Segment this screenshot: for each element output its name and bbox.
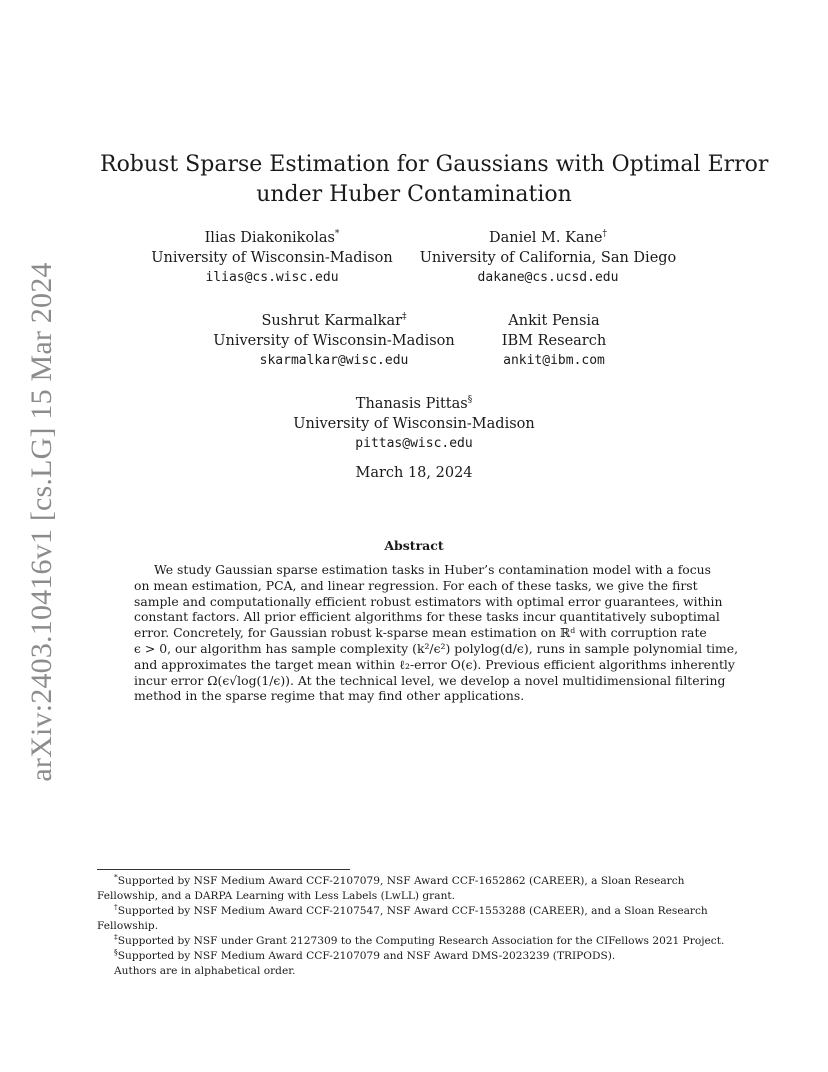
abstract-body — [134, 562, 739, 704]
author-affiliation: University of Wisconsin-Madison — [151, 250, 393, 266]
title-line-2: under Huber Contamination — [256, 182, 572, 207]
abstract-line: error. Concretely, for Gaussian robust k-sparse mean estimation on ℝᵈ with corruption rate — [134, 625, 707, 641]
author-mark: ‡ — [402, 312, 407, 323]
footnote-line: Fellowship, and a DARPA Learning with Less Labels (LwLL) grant. — [97, 890, 456, 902]
footnote-rule — [97, 869, 350, 870]
author-email[interactable]: ankit@ibm.com — [503, 353, 605, 368]
footnote-line: §Supported by NSF Medium Award CCF-2107079 and NSF Award DMS-2023239 (TRIPODS). — [114, 947, 616, 962]
abstract-line: method in the sparse regime that may find other applications. — [134, 688, 525, 704]
footnote-line: *Supported by NSF Medium Award CCF-2107079, NSF Award CCF-1652862 (CAREER), a Sloan Research — [114, 872, 685, 887]
abstract-line: on mean estimation, PCA, and linear regression. For each of these tasks, we give the first — [134, 577, 698, 593]
author-block — [213, 311, 454, 371]
author-email[interactable]: skarmalkar@wisc.edu — [259, 353, 409, 368]
abstract-line: incur error Ω(ϵ√log(1/ϵ)). At the technical level, we develop a novel multidimensional filtering — [134, 672, 726, 688]
footnote-line: ‡Supported by NSF under Grant 2127309 to the Computing Research Association for the CIFellows 2021 Project. — [114, 932, 725, 947]
abstract-line: sample and computationally efficient robust estimators with optimal error guarantees, within — [134, 593, 723, 609]
paper-title — [100, 150, 769, 210]
author-email[interactable]: pittas@wisc.edu — [355, 436, 473, 451]
author-name: Ilias Diakonikolas — [204, 230, 335, 246]
abstract-line: ϵ > 0, our algorithm has sample complexity (k²/ϵ²) polylog(d/ϵ), runs in sample polynomial time, — [134, 640, 739, 656]
author-block — [293, 394, 534, 454]
abstract-line: and approximates the target mean within ℓ₂-error O(ϵ). Previous efficient algorithms inherently — [134, 656, 735, 672]
arxiv-identifier: arXiv:2403.10416v1 [cs.LG] 15 Mar 2024 — [25, 262, 58, 782]
author-name: Thanasis Pittas — [355, 396, 468, 412]
abstract-heading: Abstract — [384, 538, 444, 553]
footnote-mark: * — [114, 872, 118, 882]
abstract-line: constant factors. All prior efficient algorithms for these tasks incur quantitatively suboptimal — [134, 609, 720, 625]
paper-date: March 18, 2024 — [355, 465, 473, 481]
author-block — [151, 228, 392, 288]
author-mark: § — [467, 395, 473, 406]
author-affiliation: University of Wisconsin-Madison — [213, 333, 455, 349]
author-mark: * — [334, 229, 340, 240]
author-affiliation: University of California, San Diego — [419, 250, 677, 266]
author-affiliation: IBM Research — [501, 333, 607, 349]
footnote-mark: † — [114, 902, 118, 912]
footnote-line: Authors are in alphabetical order. — [114, 965, 296, 977]
footnote-mark: ‡ — [114, 932, 118, 942]
author-block — [420, 228, 677, 288]
abstract-line: We study Gaussian sparse estimation tasks in Huber’s contamination model with a focus — [154, 562, 712, 577]
footnotes — [97, 874, 733, 979]
footnote-line: †Supported by NSF Medium Award CCF-2107547, NSF Award CCF-1553288 (CAREER), and a Sloan Research — [114, 902, 708, 917]
footnote-mark: § — [114, 947, 118, 957]
footnote-line: Fellowship. — [97, 920, 159, 932]
title-line-1: Robust Sparse Estimation for Gaussians with Optimal Error — [100, 152, 769, 177]
author-name: Ankit Pensia — [508, 313, 600, 329]
author-mark: † — [602, 229, 608, 240]
author-name: Daniel M. Kane — [488, 230, 603, 246]
author-block — [502, 311, 606, 371]
author-name: Sushrut Karmalkar — [261, 313, 403, 329]
author-email[interactable]: ilias@cs.wisc.edu — [205, 270, 339, 285]
author-affiliation: University of Wisconsin-Madison — [293, 416, 535, 432]
author-email[interactable]: dakane@cs.ucsd.edu — [477, 270, 619, 285]
